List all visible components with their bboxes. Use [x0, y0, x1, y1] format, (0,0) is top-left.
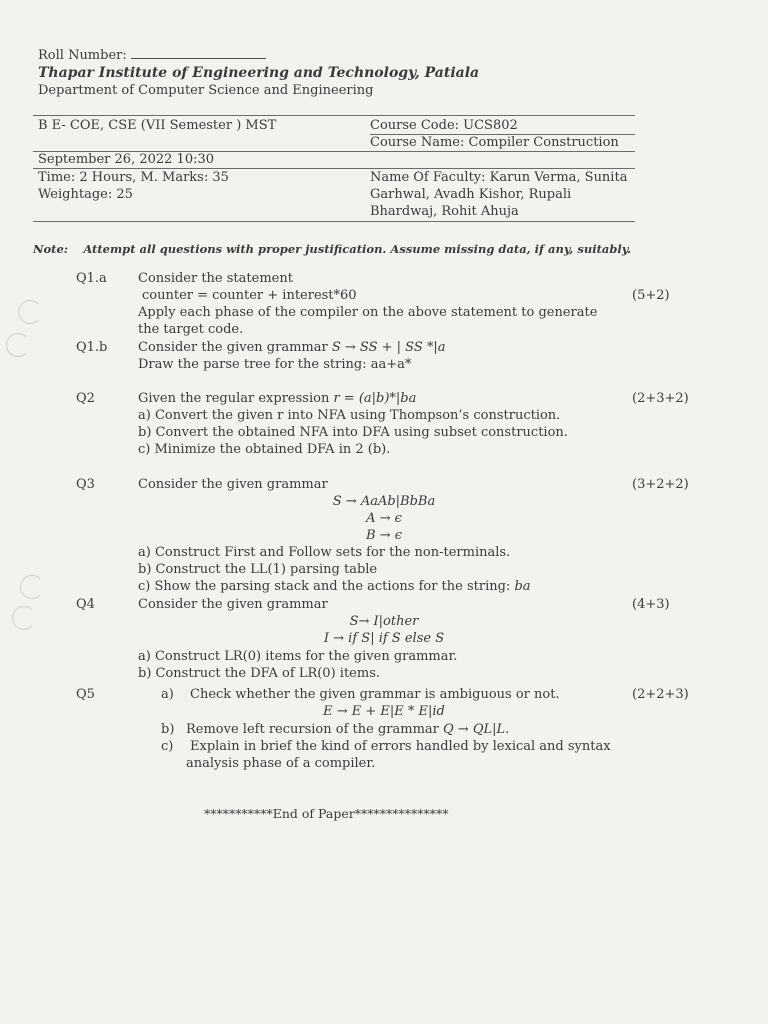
q4-marks: (4+3): [632, 597, 670, 612]
divider: [33, 115, 635, 116]
q3-grammar-3: B → ϵ: [366, 528, 402, 543]
q5-marks: (2+2+3): [632, 687, 689, 702]
q4-line-1: Consider the given grammar: [138, 597, 328, 612]
q2-line-2: a) Convert the given r into NFA using Thompson’s construction.: [138, 408, 561, 423]
q5c-line-1: Explain in brief the kind of errors handled by lexical and syntax: [190, 739, 611, 754]
institute-name: Thapar Institute of Engineering and Technology, Patiala: [38, 65, 480, 81]
q5b-grammar: Q → QL|L.: [443, 722, 510, 737]
q4-line-3: b) Construct the DFA of LR(0) items.: [138, 666, 380, 681]
scan-mark: [20, 575, 44, 599]
q4-line-2: a) Construct LR(0) items for the given grammar.: [138, 649, 458, 664]
q2-marks: (2+3+2): [632, 391, 689, 406]
divider: [33, 168, 635, 169]
q1a-number: Q1.a: [76, 271, 107, 286]
scan-mark: [18, 300, 42, 324]
q1b-grammar: S → SS + | SS *|a: [331, 340, 446, 355]
q5b-label: b): [161, 722, 175, 737]
time-marks: Time: 2 Hours, M. Marks: 35: [38, 170, 229, 185]
faculty-line-1: Name Of Faculty: Karun Verma, Sunita: [370, 170, 628, 185]
q5a-grammar: E → E + E|E * E|id: [323, 704, 445, 719]
q5a-label: a): [161, 687, 174, 702]
q1a-line-2: counter = counter + interest*60: [142, 288, 357, 303]
q5c-line-2: analysis phase of a compiler.: [186, 756, 376, 771]
note-label: Note:: [33, 242, 69, 256]
q1b-line-1: [138, 340, 446, 355]
q2-line-3: b) Convert the obtained NFA into DFA using subset construction.: [138, 425, 568, 440]
q3-number: Q3: [76, 477, 95, 492]
weightage: Weightage: 25: [38, 187, 133, 202]
end-of-paper: ***********End of Paper***************: [204, 806, 449, 821]
q1b-number: Q1.b: [76, 340, 108, 355]
faculty-line-3: Bhardwaj, Rohit Ahuja: [370, 204, 519, 219]
q3-string: ba: [514, 579, 531, 594]
q2-line-1-text: Given the regular expression: [138, 391, 334, 406]
q3-line-2: a) Construct First and Follow sets for the non-terminals.: [138, 545, 511, 560]
q3-line-4-text: c) Show the parsing stack and the actions for the string:: [138, 579, 515, 594]
q1-marks: (5+2): [632, 288, 670, 303]
q1a-line-1: Consider the statement: [138, 271, 293, 286]
faculty-line-2: Garhwal, Avadh Kishor, Rupali: [370, 187, 572, 202]
q5-number: Q5: [76, 687, 95, 702]
q5b-text-prefix: Remove left recursion of the grammar: [186, 722, 443, 737]
q2-line-1: [138, 391, 416, 406]
q5b-text: [186, 722, 509, 737]
q2-number: Q2: [76, 391, 95, 406]
q4-grammar-1: S→ I|other: [349, 614, 419, 629]
roll-number: [38, 48, 266, 63]
q2-line-4: c) Minimize the obtained DFA in 2 (b).: [138, 442, 391, 457]
q3-line-1: Consider the given grammar: [138, 477, 328, 492]
q3-marks: (3+2+2): [632, 477, 689, 492]
q4-grammar-2: I → if S| if S else S: [323, 631, 445, 646]
q1b-line-1-text: Consider the given grammar: [138, 340, 332, 355]
note: [33, 238, 631, 257]
program: B E- COE, CSE (VII Semester ) MST: [38, 118, 277, 133]
q3-line-3: b) Construct the LL(1) parsing table: [138, 562, 378, 577]
q3-grammar-1: S → AaAb|BbBa: [332, 494, 436, 509]
roll-number-blank: [131, 57, 266, 59]
course-code: Course Code: UCS802: [370, 118, 518, 133]
q3-line-4: [138, 579, 531, 594]
course-name: Course Name: Compiler Construction: [370, 135, 619, 150]
roll-number-label: Roll Number:: [38, 48, 127, 63]
q5a-text: Check whether the given grammar is ambiguous or not.: [190, 687, 560, 702]
q1b-line-2: Draw the parse tree for the string: aa+a*: [138, 357, 412, 372]
q1a-line-4: the target code.: [138, 322, 244, 337]
divider: [33, 221, 635, 222]
q4-number: Q4: [76, 597, 95, 612]
q2-regex: r = (a|b)*|ba: [333, 391, 417, 406]
q1a-line-3: Apply each phase of the compiler on the above statement to generate: [138, 305, 598, 320]
scan-mark: [6, 333, 30, 357]
q3-grammar-2: A → ϵ: [366, 511, 402, 526]
q5c-label: c): [161, 739, 174, 754]
scan-mark: [12, 606, 36, 630]
note-text: Attempt all questions with proper justification. Assume missing data, if any, suitably.: [83, 242, 632, 256]
department-name: Department of Computer Science and Engineering: [38, 83, 374, 98]
exam-date: September 26, 2022 10:30: [38, 152, 215, 167]
